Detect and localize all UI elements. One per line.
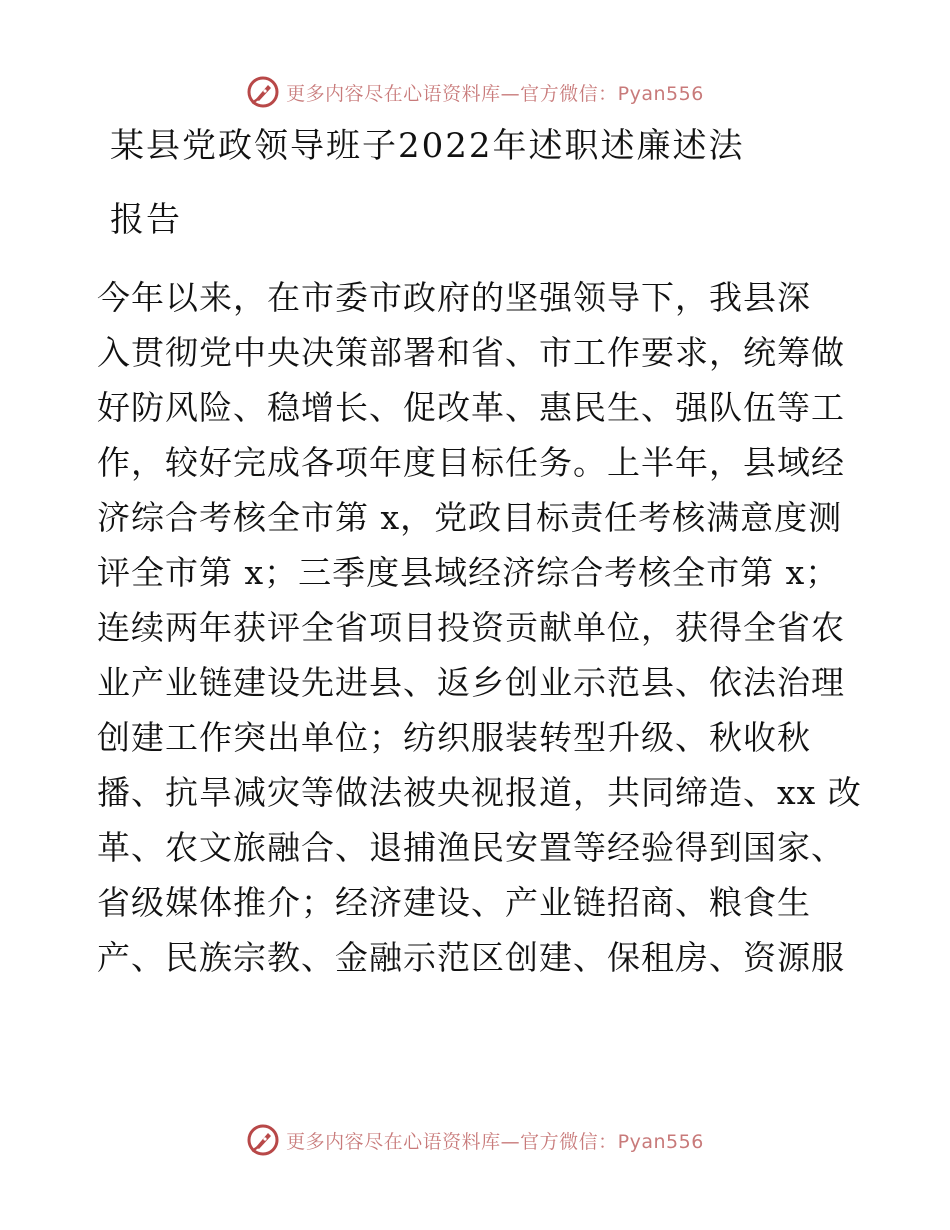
- document-subtitle: 报告: [110, 200, 182, 240]
- body-line: 革、农文旅融合、退捕渔民安置等经验得到国家、: [97, 828, 845, 867]
- pen-nib-logo-icon: [246, 1123, 280, 1157]
- body-line: 好防风险、稳增长、促改革、惠民生、强队伍等工: [97, 388, 845, 427]
- body-line: 入贯彻党中央决策部署和省、市工作要求，统筹做: [97, 333, 845, 372]
- body-line: 评全市第 x；三季度县域经济综合考核全市第 x；: [97, 553, 840, 592]
- body-line: 业产业链建设先进县、返乡创业示范县、依法治理: [97, 663, 845, 702]
- header-watermark: [0, 72, 950, 112]
- body-line: 济综合考核全市第 x，党政目标责任考核满意度测: [97, 498, 843, 537]
- body-line: 连续两年获评全省项目投资贡献单位，获得全省农: [97, 608, 845, 647]
- document-body: [97, 270, 867, 985]
- body-line: 今年以来，在市委市政府的坚强领导下，我县深: [97, 278, 811, 317]
- body-line: 播、抗旱减灾等做法被央视报道，共同缔造、xx 改: [97, 773, 862, 812]
- body-line: 创建工作突出单位；纺织服装转型升级、秋收秋: [97, 718, 811, 757]
- document-title: 某县党政领导班子2022年述职述廉述法: [110, 126, 745, 166]
- body-line: 省级媒体推介；经济建设、产业链招商、粮食生: [97, 883, 811, 922]
- pen-nib-logo-icon: [246, 75, 280, 109]
- body-line: 作，较好完成各项年度目标任务。上半年，县域经: [97, 443, 845, 482]
- watermark-text: 更多内容尽在心语资料库—官方微信：Pyan556: [286, 82, 704, 105]
- footer-watermark: [0, 1120, 950, 1160]
- body-line: 产、民族宗教、金融示范区创建、保租房、资源服: [97, 938, 845, 977]
- watermark-text: 更多内容尽在心语资料库—官方微信：Pyan556: [286, 1130, 704, 1153]
